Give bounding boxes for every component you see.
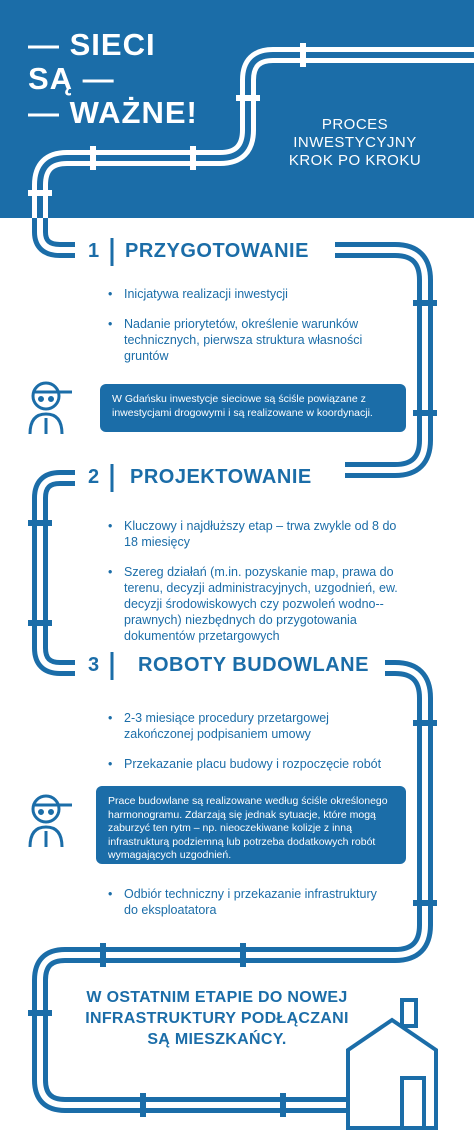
step-3-heading bbox=[88, 654, 99, 677]
step-title: ROBOTY BUDOWLANE bbox=[138, 654, 369, 676]
subtitle bbox=[280, 116, 430, 170]
subtitle-line-1: PROCES bbox=[321, 116, 389, 133]
step-3-note: Prace budowlane są realizowane według ściśle określonego harmonogramu. Zdarzają się jednak sytuacje, które mogą zaburzyć ten rytm – np. nieoczekiwane kolizje z inną infrastrukturą podziemną lub potrzeba dodatkowych robót wymagających uzgodnień. bbox=[96, 786, 406, 864]
step-1-title-wrap bbox=[125, 240, 309, 263]
step-2-bullets bbox=[108, 518, 408, 658]
list-item: • Szereg działań (m.in. pozyskanie map, prawa do terenu, decyzji administracyjnych, uzgodnień, ew. decyzji środowiskowych czy pozwoleń wodno--prawnych) niezbędnych do przygotowania dokumentów przetargowych bbox=[108, 564, 408, 644]
worker-icon bbox=[30, 796, 72, 847]
step-3-extra-bullets bbox=[108, 886, 378, 932]
list-item: • 2-3 miesiące procedury przetargowej zakończonej podpisaniem umowy bbox=[108, 710, 398, 742]
step-2-title-wrap bbox=[130, 466, 312, 489]
step-2-heading bbox=[88, 466, 99, 489]
list-item: • Odbiór techniczny i przekazanie infrastruktury do eksploatatora bbox=[108, 886, 378, 918]
subtitle-line-3: KROK PO KROKU bbox=[288, 152, 422, 169]
step-number: 3 bbox=[88, 654, 100, 676]
step-3-title-wrap bbox=[138, 654, 369, 677]
list-item: • Inicjatywa realizacji inwestycji bbox=[108, 286, 398, 302]
title-line-2: SĄ — bbox=[28, 61, 115, 96]
step-1-note: W Gdańsku inwestycje sieciowe są ściśle powiązane z inwestycjami drogowymi i są realizowane w koordynacji. bbox=[100, 384, 406, 432]
step-number: 2 bbox=[88, 466, 100, 488]
step-number: 1 bbox=[88, 240, 100, 262]
subtitle-line-2: INWESTYCYJNY bbox=[293, 134, 417, 151]
step-1-bullets bbox=[108, 286, 398, 378]
final-message: W OSTATNIM ETAPIE DO NOWEJ INFRASTRUKTURY PODŁĄCZANI SĄ MIESZKAŃCY. bbox=[85, 989, 349, 1048]
step-title: PRZYGOTOWANIE bbox=[125, 240, 309, 262]
title-line-1: — SIECI bbox=[28, 27, 156, 62]
worker-icon bbox=[30, 383, 72, 434]
step-1-heading bbox=[88, 240, 99, 263]
list-item: • Kluczowy i najdłuższy etap – trwa zwykle od 8 do 18 miesięcy bbox=[108, 518, 408, 550]
list-item: • Nadanie priorytetów, określenie warunków technicznych, pierwsza struktura własności gruntów bbox=[108, 316, 398, 364]
step-3-bullets bbox=[108, 710, 398, 786]
title-line-3: — WAŻNE! bbox=[28, 95, 198, 130]
list-item: • Przekazanie placu budowy i rozpoczęcie robót bbox=[108, 756, 398, 772]
step-title: PROJEKTOWANIE bbox=[130, 466, 312, 488]
